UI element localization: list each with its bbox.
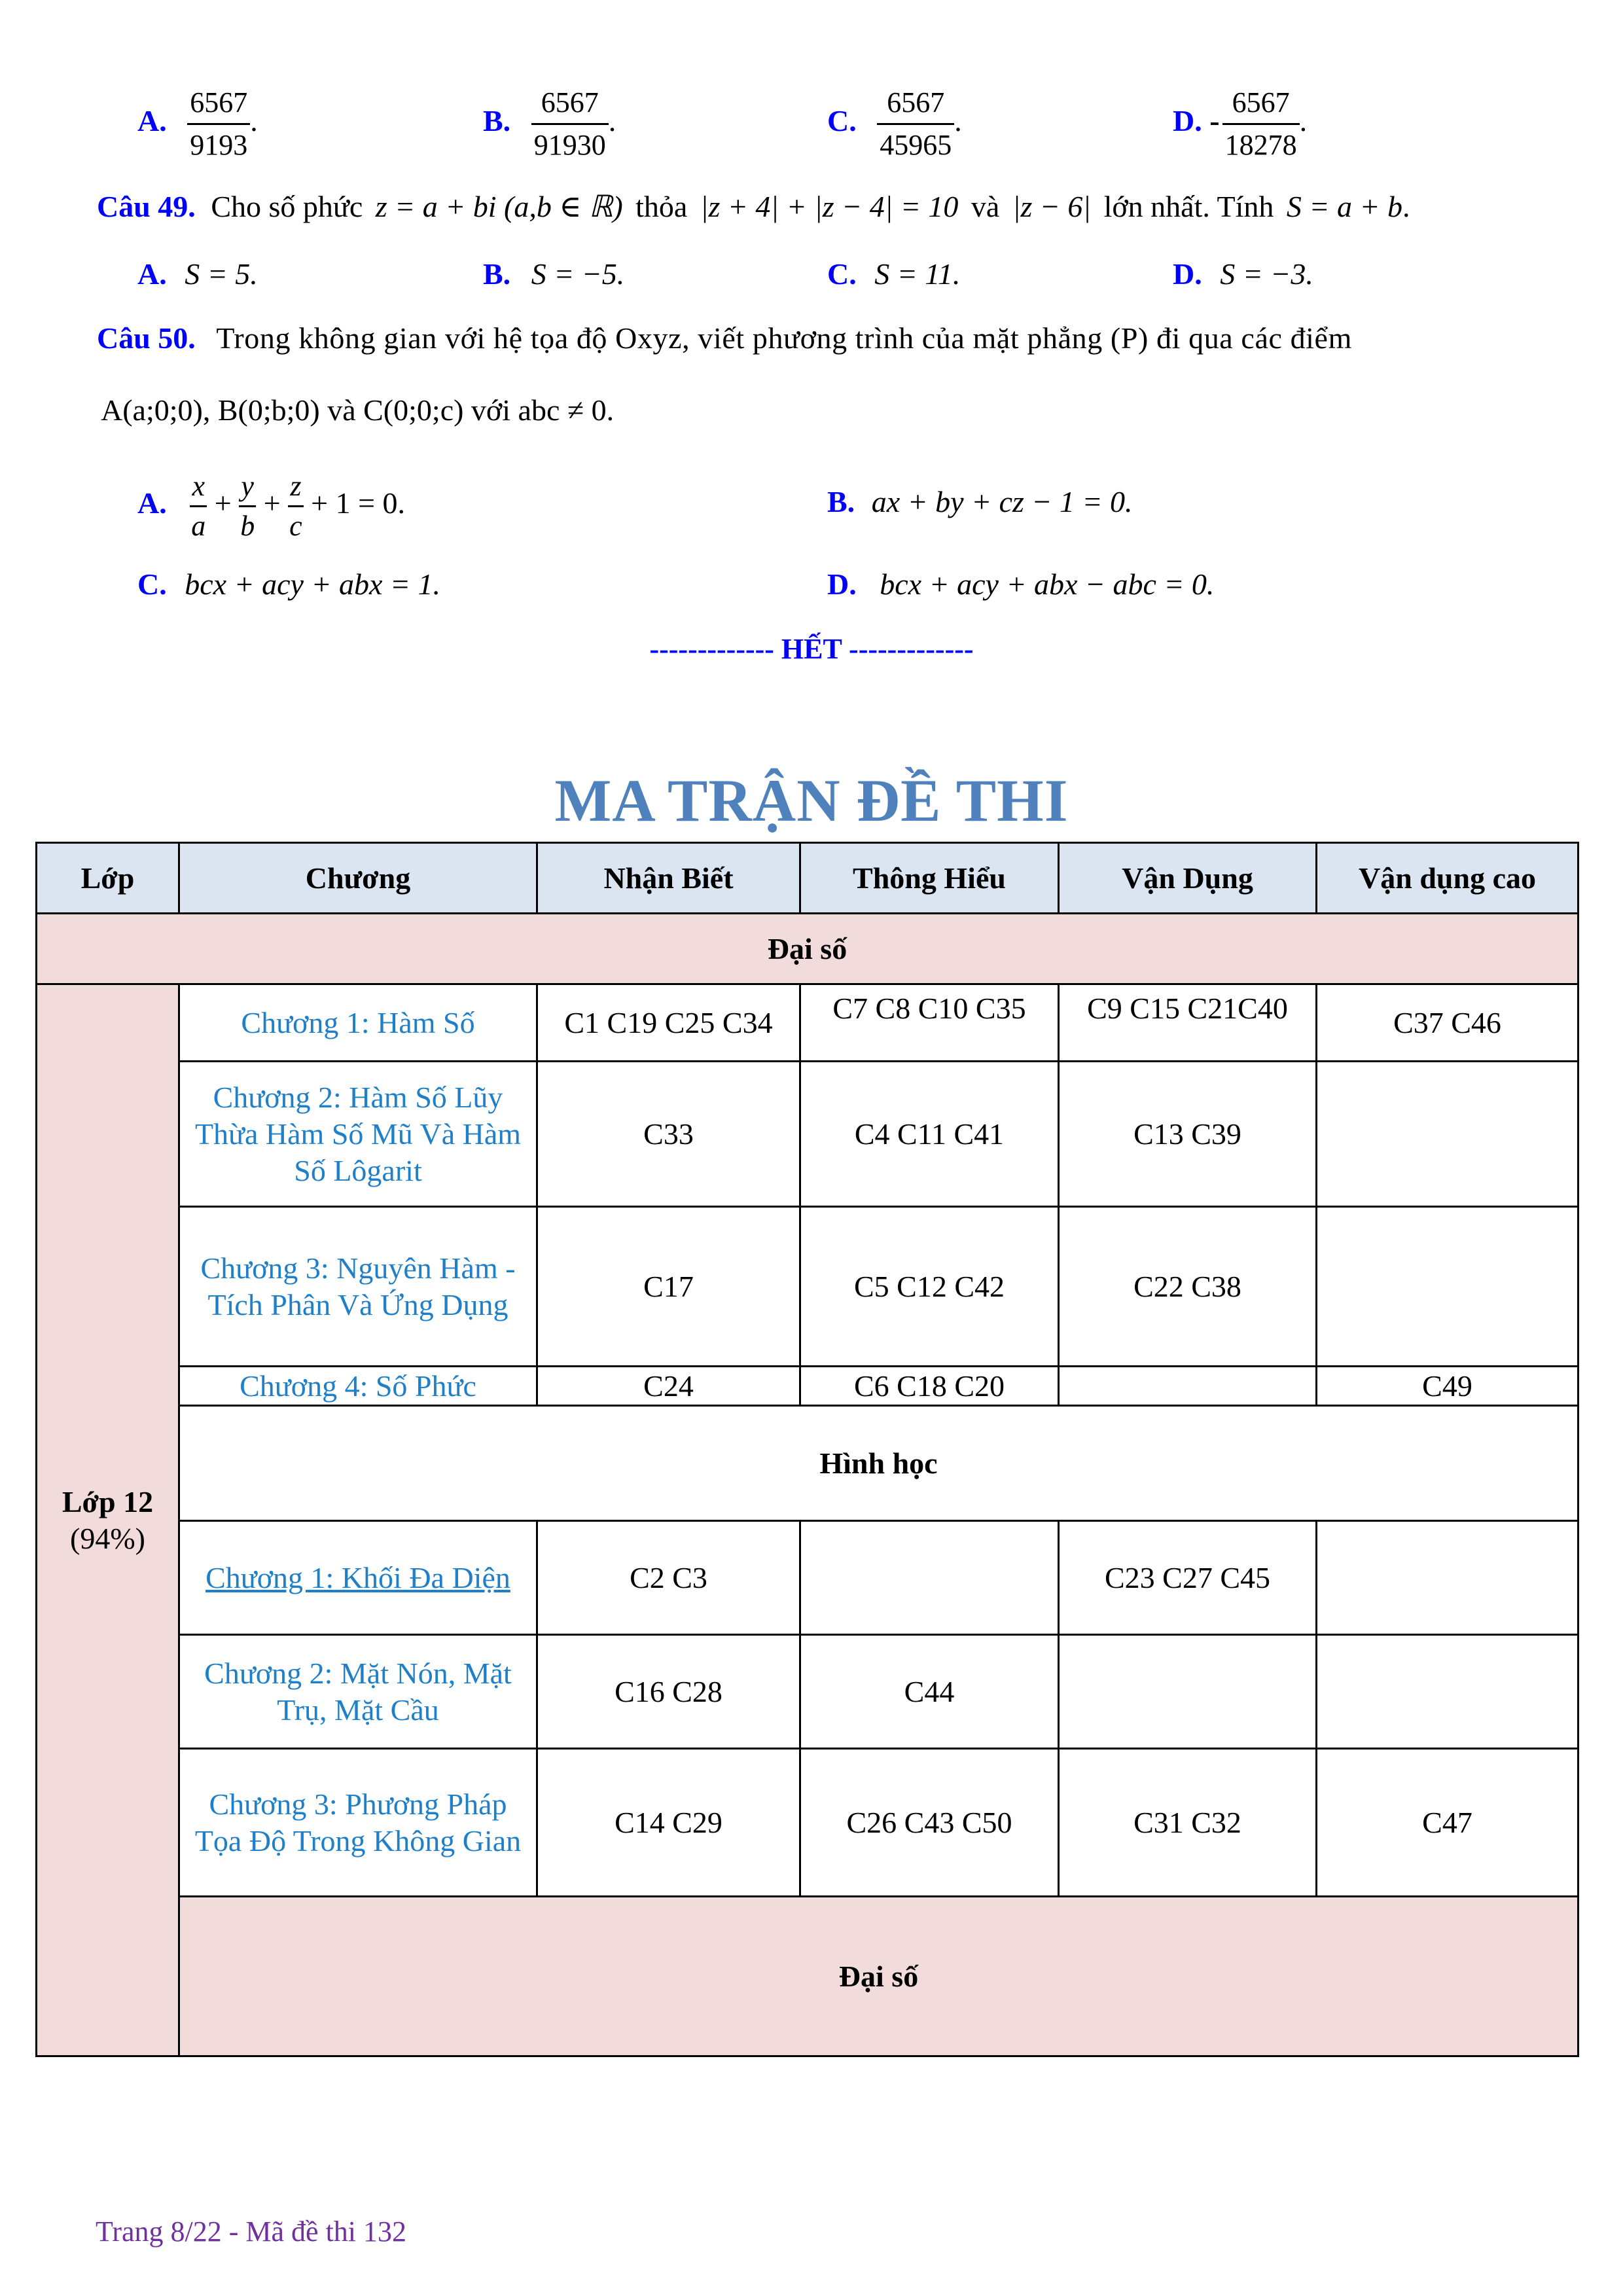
table-cell: C24	[537, 1367, 800, 1406]
table-header-row	[37, 843, 1578, 914]
table-cell: C47	[1317, 1749, 1578, 1897]
chapter-cell: Chương 3: Nguyên Hàm - Tích Phân Và Ứng Dụng	[179, 1207, 537, 1367]
table-row	[37, 1635, 1578, 1749]
option-label: A.	[137, 486, 167, 520]
chapter-cell: Chương 2: Mặt Nón, Mặt Trụ, Mặt Cầu	[179, 1635, 537, 1749]
header-cell: Vận dụng cao	[1317, 843, 1578, 914]
table-cell	[800, 1521, 1059, 1635]
fraction: $\frac{6567}{18278}$	[1222, 82, 1300, 166]
question-text: lớn nhất. Tính	[1103, 190, 1274, 223]
math-expression: S = a + b	[1286, 190, 1403, 223]
header-cell: Lớp	[37, 843, 179, 914]
question-text: thỏa	[635, 190, 688, 223]
fraction: $\frac{x}{a}$	[190, 467, 207, 545]
grade-label: Lớp 12	[62, 1484, 154, 1518]
section-row	[37, 1897, 1578, 2056]
minus-sign: -	[1209, 104, 1220, 138]
table-cell: C2 C3	[537, 1521, 800, 1635]
header-cell: Vận Dụng	[1059, 843, 1317, 914]
question-text: và	[971, 190, 1000, 223]
table-cell: C23 C27 C45	[1059, 1521, 1317, 1635]
chapter-cell: Chương 1: Hàm Số	[179, 984, 537, 1062]
table-cell	[1317, 1635, 1578, 1749]
end-marker: ------------- HẾT -------------	[649, 633, 974, 665]
fraction: $\frac{6567}{45965}$	[877, 82, 954, 166]
table-row	[37, 984, 1578, 1062]
exam-matrix-table	[35, 842, 1579, 2057]
question-text: Cho số phức	[211, 190, 363, 223]
header-cell: Thông Hiểu	[800, 843, 1059, 914]
fraction: $\frac{6567}{91930}$	[531, 82, 609, 166]
table-cell: C49	[1317, 1367, 1578, 1406]
table-cell: C33	[537, 1062, 800, 1207]
q50-option-d: D. bcx + acy + abx − abc = 0.	[827, 567, 1215, 601]
table-cell	[1317, 1207, 1578, 1367]
question-label: Câu 50.	[97, 321, 196, 355]
q48-option-d: D. - $\frac{6567}{18278}$ .	[1173, 82, 1307, 166]
section-title: Đại số	[179, 1897, 1578, 2056]
table-cell: C7 C8 C10 C35	[800, 984, 1059, 1062]
option-label: D.	[1173, 104, 1202, 138]
table-row	[37, 1367, 1578, 1406]
table-row	[37, 1521, 1578, 1635]
table-row	[37, 1062, 1578, 1207]
q49-option-c: C. S = 11.	[827, 257, 961, 291]
table-cell: C17	[537, 1207, 800, 1367]
question-label: Câu 49.	[97, 190, 196, 223]
q48-option-c: C. $\frac{6567}{45965}$ .	[827, 82, 962, 166]
fraction: $\frac{y}{b}$	[239, 467, 256, 545]
table-cell: C37 C46	[1317, 984, 1578, 1062]
q49-option-d: D. S = −3.	[1173, 257, 1313, 291]
grade-percent: (94%)	[70, 1521, 145, 1555]
option-label: A.	[137, 104, 167, 138]
header-cell: Chương	[179, 843, 537, 914]
table-cell: C44	[800, 1635, 1059, 1749]
q50-option-a: A. $\frac{x}{a}$ + $\frac{y}{b}$ + $\frac{z}{c}$ + 1 = 0.	[137, 467, 405, 545]
q50-option-c: C. bcx + acy + abx = 1.	[137, 567, 440, 601]
question-text: A(a;0;0), B(0;b;0) và C(0;0;c) với abc ≠ 0.	[101, 393, 615, 427]
table-cell: C26 C43 C50	[800, 1749, 1059, 1897]
table-cell: C22 C38	[1059, 1207, 1317, 1367]
question-50	[97, 321, 1563, 355]
chapter-cell: Chương 3: Phương Pháp Tọa Độ Trong Không Gian	[179, 1749, 537, 1897]
section-row	[37, 1406, 1578, 1521]
q48-option-a: A. $\frac{6567}{9193}$ .	[137, 82, 258, 166]
section-title: Hình học	[179, 1406, 1578, 1521]
table-cell: C16 C28	[537, 1635, 800, 1749]
table-cell: C9 C15 C21C40	[1059, 984, 1317, 1062]
section-title: Đại số	[37, 914, 1578, 984]
chapter-cell: Chương 2: Hàm Số Lũy Thừa Hàm Số Mũ Và Hàm Số Lôgarit	[179, 1062, 537, 1207]
fraction: $\frac{z}{c}$	[288, 467, 304, 545]
table-cell: C1 C19 C25 C34	[537, 984, 800, 1062]
table-cell: C5 C12 C42	[800, 1207, 1059, 1367]
option-label: C.	[827, 104, 857, 138]
table-cell: C6 C18 C20	[800, 1367, 1059, 1406]
math-expression: z = a + bi (a,b ∈ ℝ)	[375, 190, 623, 223]
table-cell: C13 C39	[1059, 1062, 1317, 1207]
math-expression: + 1 = 0.	[311, 486, 406, 520]
table-cell	[1059, 1635, 1317, 1749]
table-row	[37, 1749, 1578, 1897]
math-expression: |z + 4| + |z − 4| = 10	[700, 190, 959, 223]
table-cell	[1059, 1367, 1317, 1406]
table-cell	[1317, 1521, 1578, 1635]
question-text: Trong không gian với hệ tọa độ Oxyz, viết phương trình của mặt phẳng (P) đi qua các điểm	[216, 321, 1352, 355]
chapter-cell: Chương 1: Khối Đa Diện	[179, 1521, 537, 1635]
grade-cell	[37, 984, 179, 2056]
table-cell	[1317, 1062, 1578, 1207]
question-49: Câu 49. Cho số phức z = a + bi (a,b ∈ ℝ) thỏa |z + 4| + |z − 4| = 10 và |z − 6| lớn nhất. Tính S = a + b.	[97, 190, 1410, 223]
fraction: $\frac{6567}{9193}$	[187, 82, 250, 166]
table-cell: C4 C11 C41	[800, 1062, 1059, 1207]
q49-option-b: B. S = −5.	[483, 257, 625, 291]
q49-option-a: A. S = 5.	[137, 257, 258, 291]
math-expression: |z − 6|	[1012, 190, 1092, 223]
header-cell: Nhận Biết	[537, 843, 800, 914]
page-footer: Trang 8/22 - Mã đề thi 132	[96, 2215, 407, 2248]
question-50-line2	[101, 393, 614, 427]
table-cell: C14 C29	[537, 1749, 800, 1897]
q48-option-b: B. $\frac{6567}{91930}$ .	[483, 82, 616, 166]
q50-option-b: B. ax + by + cz − 1 = 0.	[827, 485, 1133, 518]
table-cell: C31 C32	[1059, 1749, 1317, 1897]
chapter-cell: Chương 4: Số Phức	[179, 1367, 537, 1406]
matrix-title: MA TRẬN ĐỀ THI	[554, 767, 1069, 834]
section-row	[37, 914, 1578, 984]
table-row	[37, 1207, 1578, 1367]
option-label: B.	[483, 104, 511, 138]
